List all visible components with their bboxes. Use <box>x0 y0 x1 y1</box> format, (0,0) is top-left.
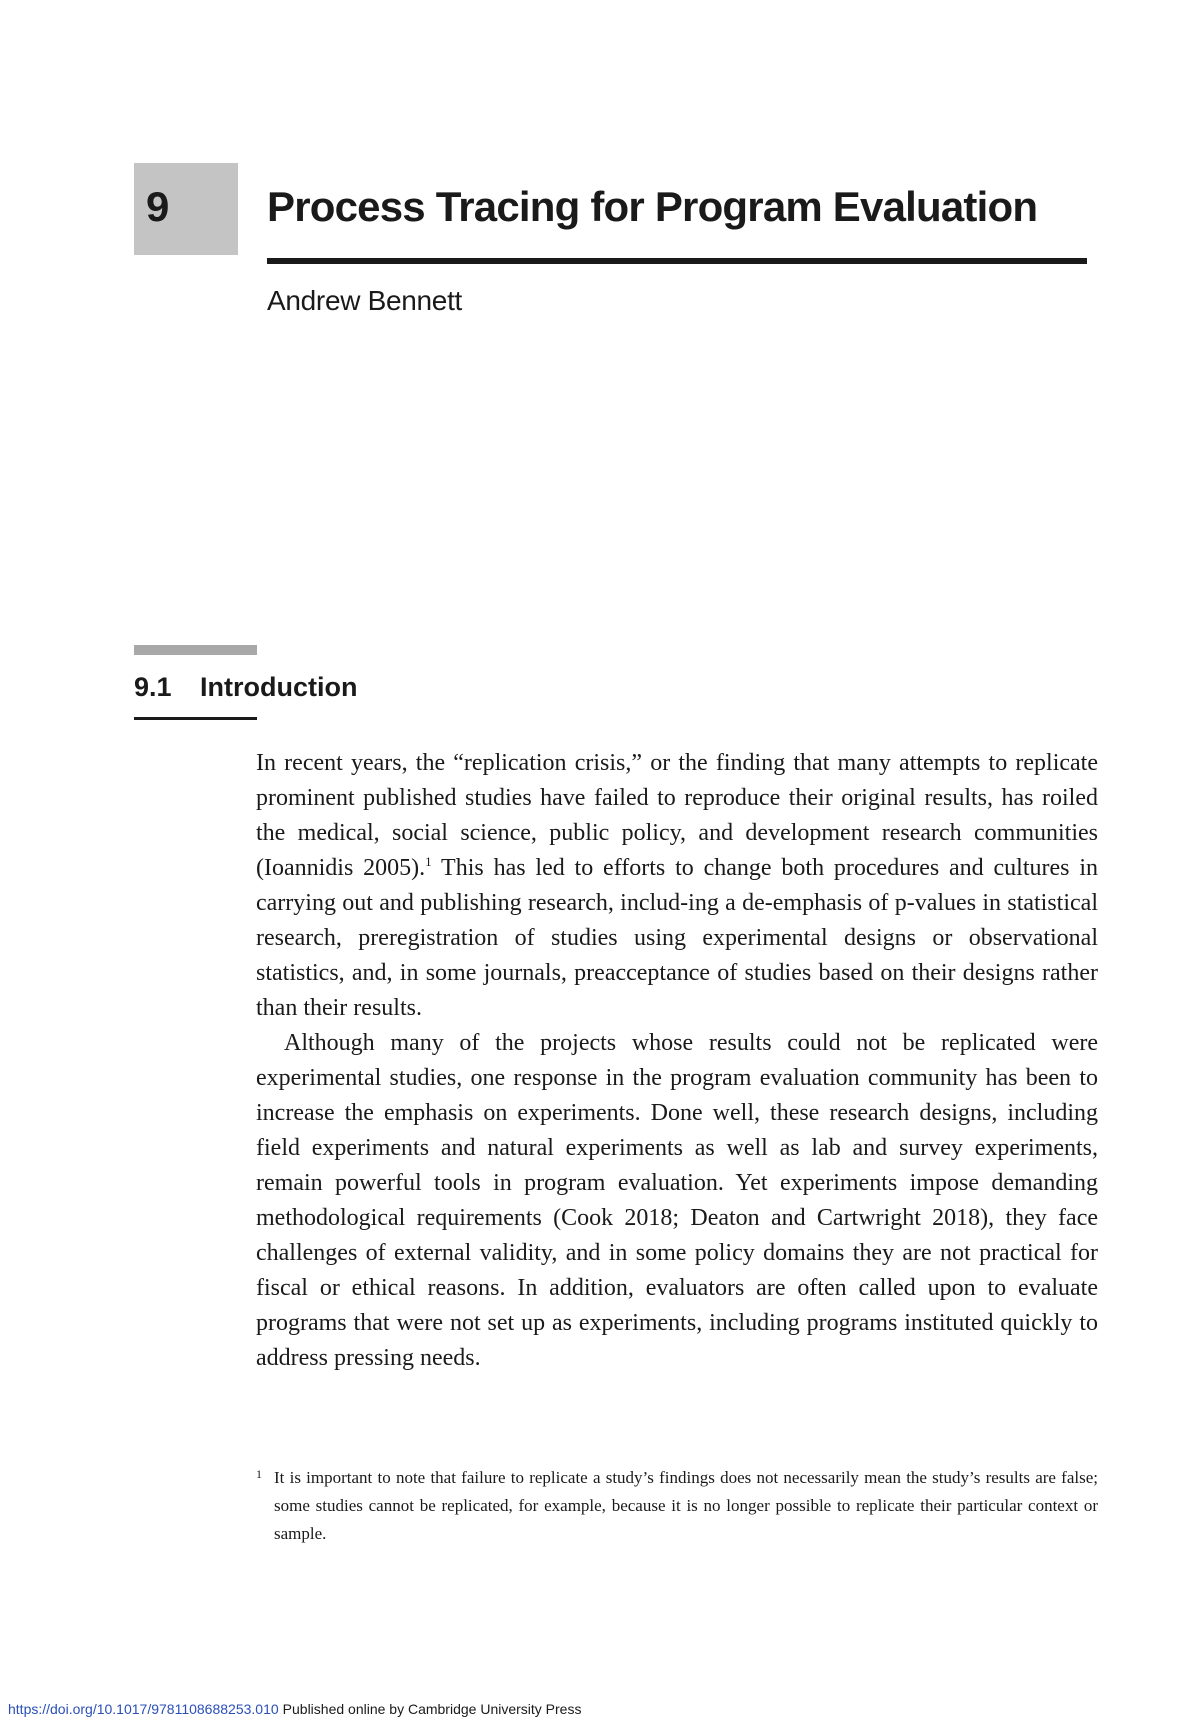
chapter-number: 9 <box>146 183 170 230</box>
title-rule <box>267 258 1087 264</box>
paragraph-1 <box>256 746 1098 1026</box>
footnote <box>256 1464 1098 1548</box>
footnote-mark: 1 <box>256 1467 262 1481</box>
paragraph-1-continued: This has led to efforts to change both procedures and cultures in carrying out and publishing research, includ-ing a de-emphasis of p-values in statistical research, preregistration of studies using experimental designs or observational statistics, and, in some journals, preacceptance of studies based on their designs rather than their results. <box>256 855 1098 1021</box>
doi-link[interactable]: https://doi.org/10.1017/9781108688253.010 <box>8 1701 279 1717</box>
footnote-reference[interactable]: 1 <box>425 854 432 869</box>
paragraph-2: Although many of the projects whose results could not be replicated were experimental studies, one response in the program evaluation community has been to increase the emphasis on experiments. Done well, these research designs, including field experiments and natural experiments as well as lab and survey experiments, remain powerful tools in program evaluation. Yet experiments impose demanding methodological requirements (Cook 2018; Deaton and Cartwright 2018), they face challenges of external validity, and in some policy domains they are not practical for fiscal or ethical reasons. In addition, evaluators are often called upon to evaluate programs that were not set up as experiments, including programs instituted quickly to address pressing needs. <box>256 1030 1098 1371</box>
footer-citation <box>8 1700 581 1718</box>
chapter-title: Process Tracing for Program Evaluation <box>267 183 1038 230</box>
section-number: 9.1 <box>134 672 172 702</box>
section-bar <box>134 645 257 655</box>
publisher-note: Published online by Cambridge University Press <box>282 1701 582 1717</box>
author-name: Andrew Bennett <box>267 285 463 316</box>
section-title: Introduction <box>200 672 358 702</box>
section-rule <box>134 717 257 720</box>
body-text <box>256 746 1098 1376</box>
footnote-text: It is important to note that failure to replicate a study’s findings does not necessarily mean the study’s results are false; some studies cannot be replicated, for example, because it is no longer possible to replicate their particular context or sample. <box>274 1468 1098 1543</box>
section-heading <box>134 670 357 704</box>
paragraph-1-text: In recent years, the “replication crisis,” or the finding that many attempts to replicate prominent published studies have failed to reproduce their original results, has roiled the medical, social science, public policy, and development research communities (Ioannidis 2005). <box>256 750 1098 881</box>
